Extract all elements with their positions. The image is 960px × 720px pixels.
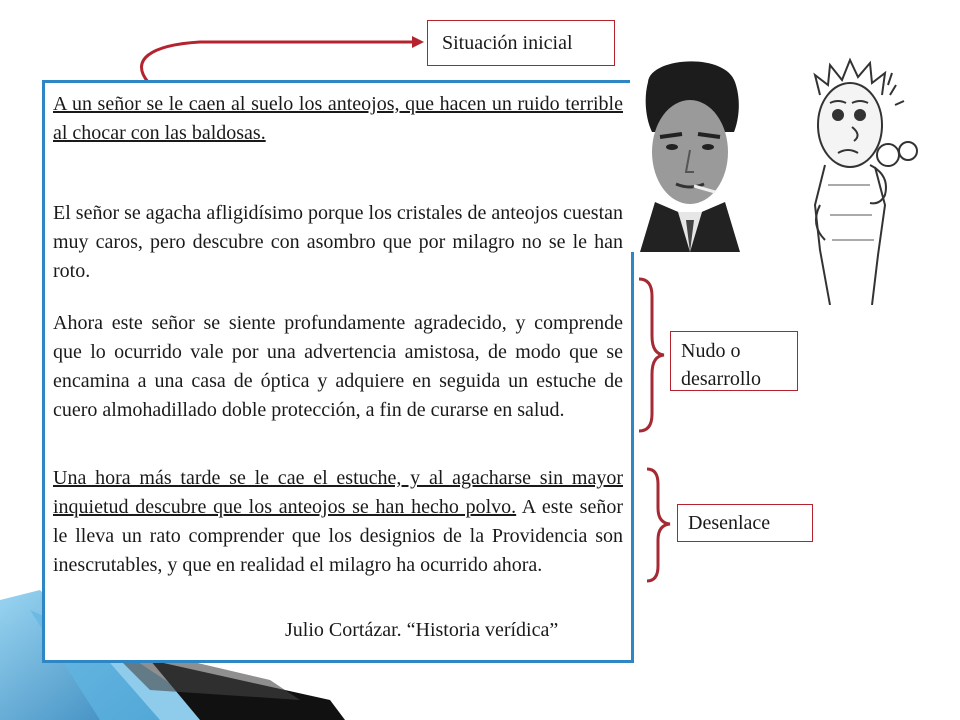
- brace-desenlace-icon: [644, 466, 674, 584]
- story-text-box: [42, 80, 634, 663]
- paragraph-3: Ahora este señor se siente profundamente agradecido, y comprende que lo ocurrido vale por una advertencia amistosa, de modo que se encamina a una casa de óptica y adquiere en seguida un estuche de cuero almohadillado doble protección, a fin de curarse en salud.: [53, 312, 623, 421]
- paragraph-situacion: A un señor se le caen al suelo los anteojos, que hacen un ruido terrible al chocar con las baldosas.: [53, 93, 623, 144]
- label-desenlace: [677, 504, 813, 542]
- author-portrait: [630, 52, 750, 252]
- brace-nudo-icon: [636, 276, 666, 434]
- label-nudo-desarrollo: [670, 331, 798, 391]
- label-situacion-inicial: [427, 20, 615, 66]
- attribution: Julio Cortázar. “Historia verídica”: [285, 619, 559, 641]
- paragraph-4-rest: A este señor le lleva un rato comprender que los designios de la Providencia son inescrutables, y que en realidad el milagro ha ocurrido ahora.: [53, 496, 623, 576]
- cartoon-man-glasses: [800, 55, 925, 305]
- paragraph-4-underlined: Una hora más tarde se le cae el estuche, y al agacharse sin mayor inquietud descubre que los anteojos se han hecho polvo.: [53, 467, 623, 518]
- label-desenlace-text: Desenlace: [688, 512, 771, 534]
- paragraph-desenlace: [53, 464, 623, 580]
- label-nudo-text: Nudo o desarrollo: [681, 340, 761, 390]
- paragraph-2: El señor se agacha afligidísimo porque los cristales de anteojos cuestan muy caros, pero descubre con asombro que por milagro no se le han roto.: [53, 202, 623, 282]
- label-situacion-text: Situación inicial: [442, 32, 573, 54]
